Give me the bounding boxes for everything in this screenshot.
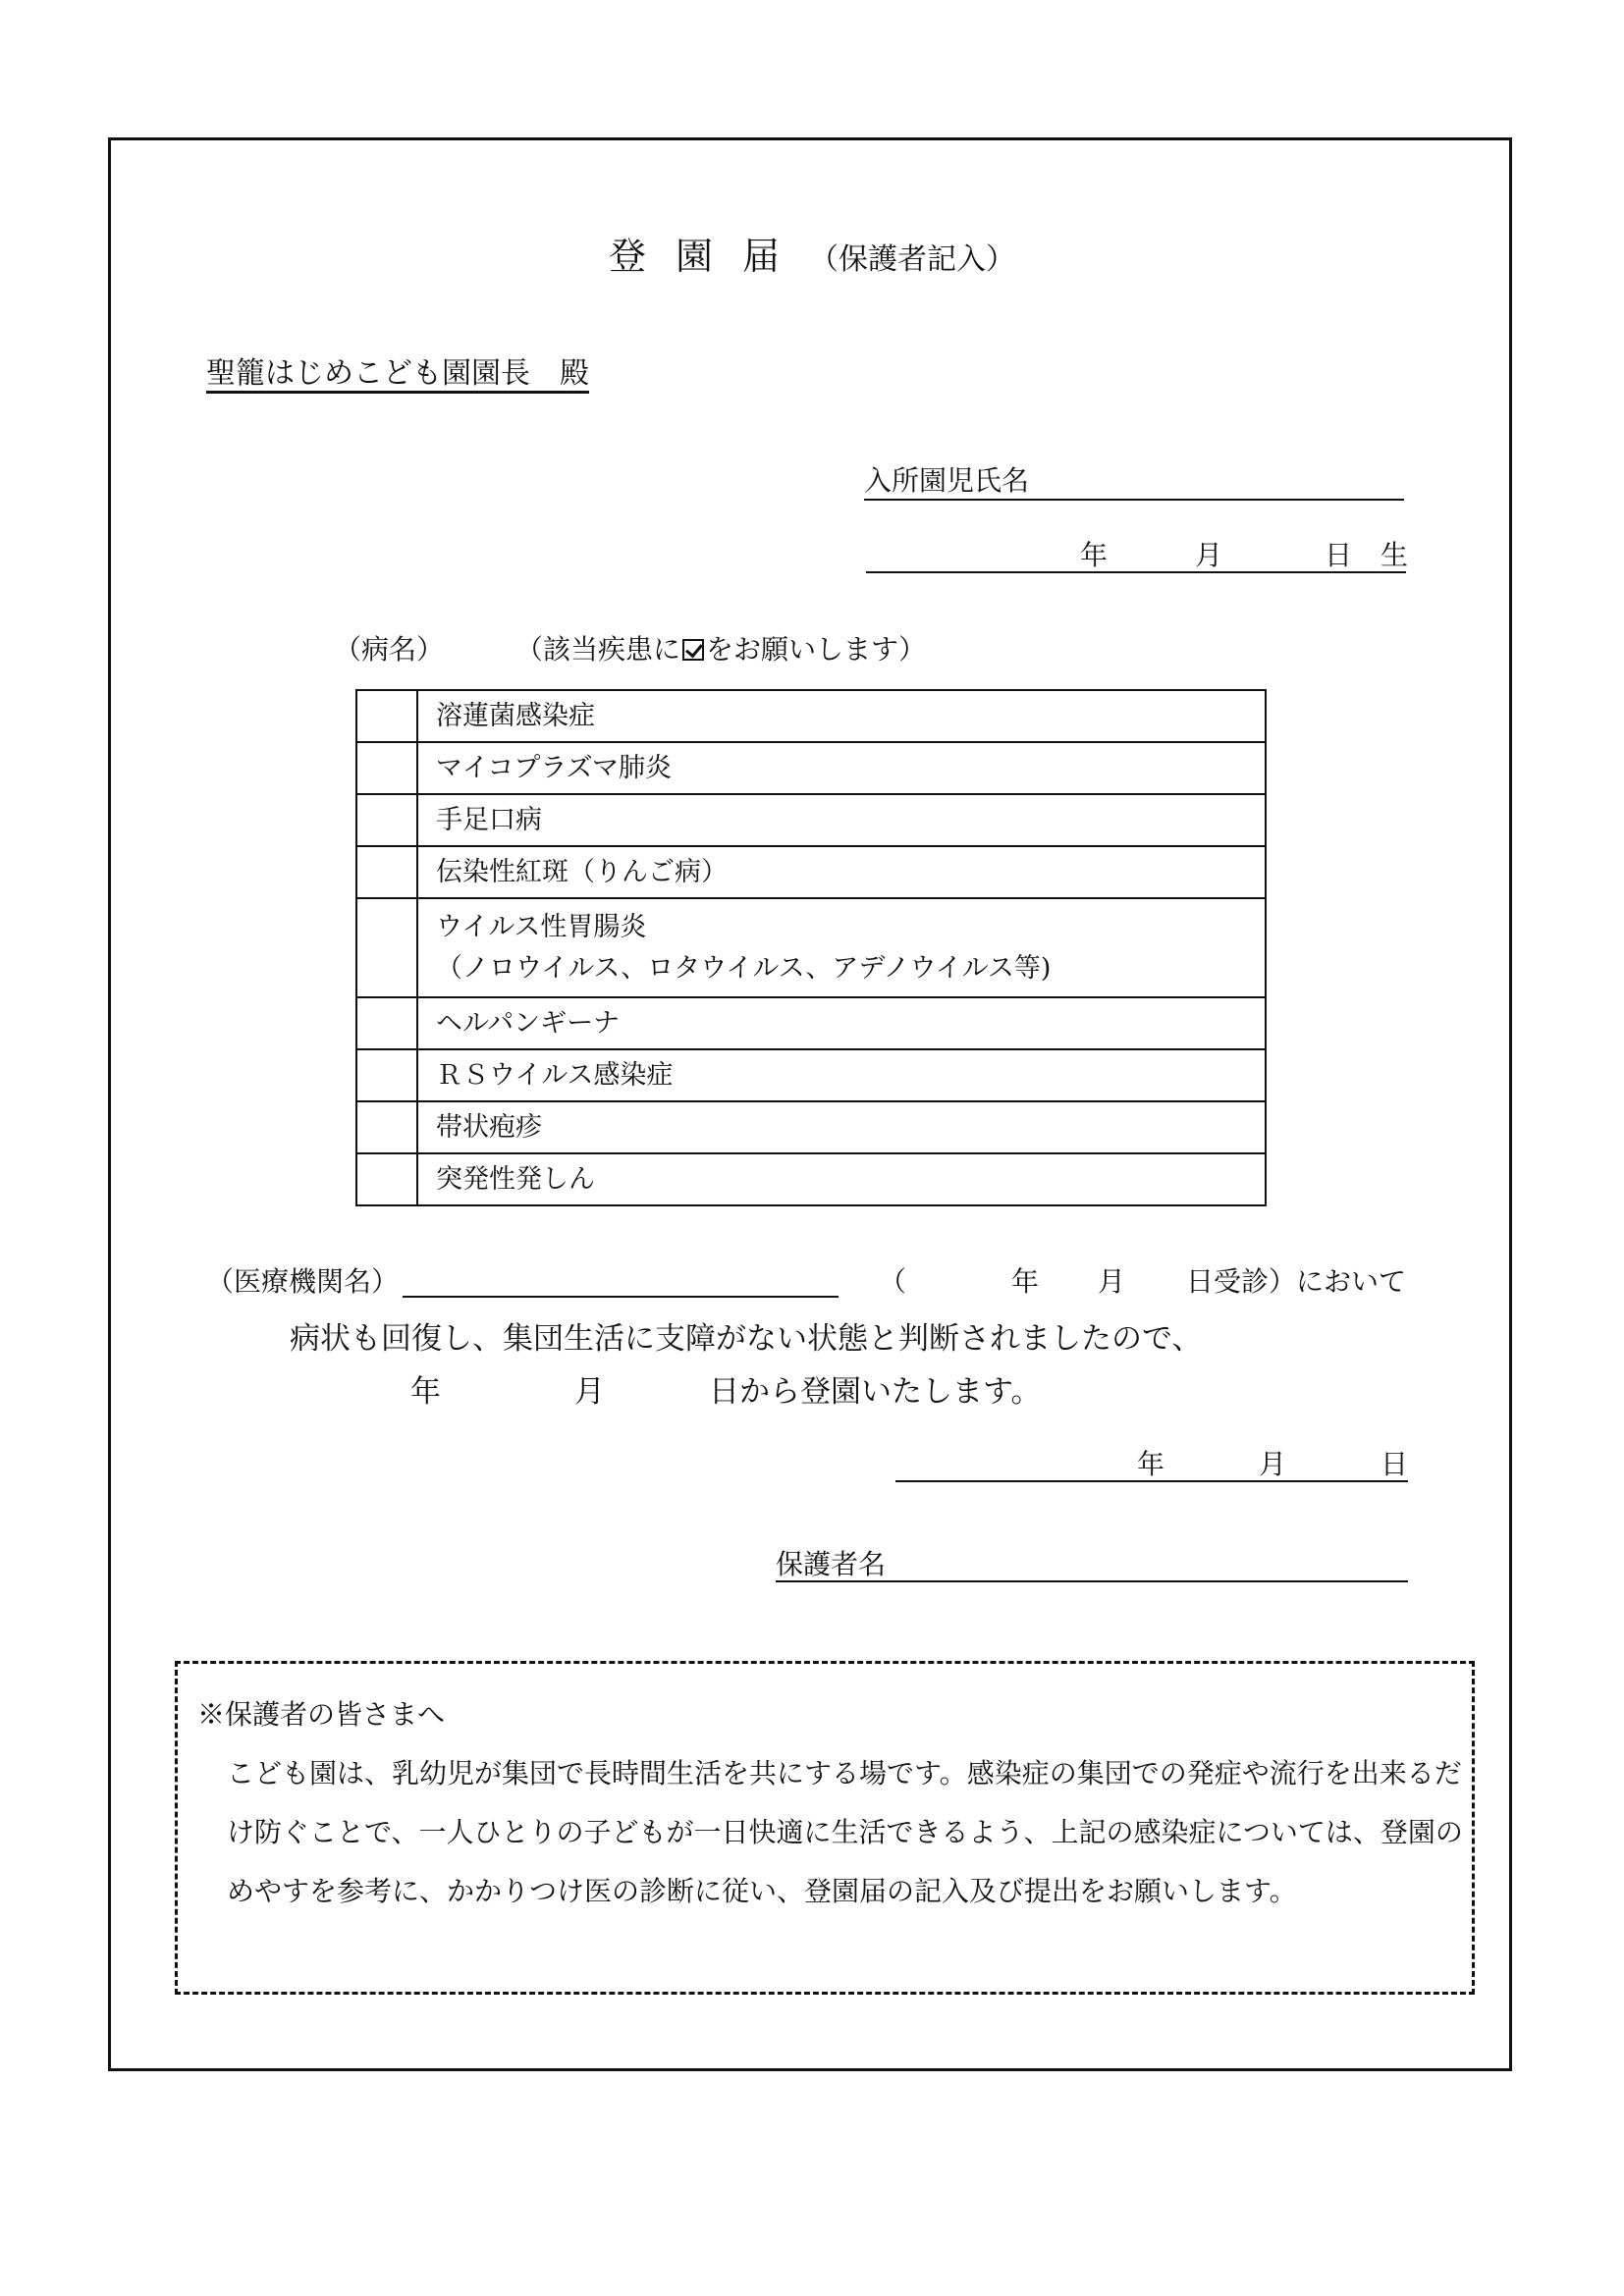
table-row: [356, 794, 1266, 846]
disease-checkbox[interactable]: [356, 1049, 417, 1101]
title-sub: （保護者記入）: [809, 242, 1015, 277]
disease-checkbox[interactable]: [356, 1153, 417, 1205]
disease-table: [355, 689, 1267, 1206]
checked-box-icon: [682, 639, 704, 661]
birth-year-label: 年: [1080, 539, 1109, 571]
sign-month-label: 月: [1259, 1448, 1287, 1480]
medical-label: （医療機関名）: [206, 1265, 400, 1298]
disease-name: 突発性発しん: [417, 1153, 1266, 1205]
table-row: [356, 997, 1266, 1049]
disease-name: マイコプラズマ肺炎: [417, 742, 1266, 794]
addressee: 聖籠はじめこども園園長 殿: [206, 356, 589, 391]
disease-checkbox[interactable]: [356, 997, 417, 1049]
table-row: [356, 1049, 1266, 1101]
return-tail: 日から登園いたします。: [709, 1374, 1042, 1410]
disease-checkbox[interactable]: [356, 846, 417, 898]
title-main: 登園届: [608, 235, 809, 278]
child-name-label: 入所園児氏名: [864, 464, 1030, 497]
statement: 病状も回復し、集団生活に支障がない状態と判断されましたので、: [290, 1321, 1203, 1357]
disease-name: 手足口病: [417, 794, 1266, 846]
disease-instruction-pre: （該当疾患に: [515, 633, 681, 666]
page-title: [0, 226, 1624, 280]
disease-name-multiline: [417, 898, 1266, 997]
disease-name: 溶蓮菌感染症: [417, 690, 1266, 742]
table-row: [356, 690, 1266, 742]
visit-day-label: 日受診）において: [1186, 1265, 1407, 1298]
visit-month-label: 月: [1098, 1265, 1126, 1298]
birth-suffix-label: 生: [1380, 539, 1409, 571]
sign-day-label: 日: [1380, 1448, 1409, 1480]
return-year-label: 年: [410, 1374, 441, 1410]
notice-body: こども園は、乳幼児が集団で長時間生活を共にする場です。感染症の集団での発症や流行を出来るだけ防ぐことで、一人ひとりの子どもが一日快適に生活できるよう、上記の感染症については、登園のめやすを参考に、かかりつけ医の診断に従い、登園届の記入及び提出をお願いします。: [227, 1757, 1463, 1907]
notice-heading: ※保護者の皆さまへ: [197, 1698, 446, 1731]
sign-year-label: 年: [1137, 1448, 1165, 1480]
notice-box: [175, 1661, 1475, 1995]
table-row: [356, 898, 1266, 997]
table-row: [356, 1101, 1266, 1153]
table-row: [356, 846, 1266, 898]
disease-detail: （ノロウイルス、ロタウイルス、アデノウイルス等): [436, 952, 1052, 984]
disease-instruction: [515, 628, 926, 667]
birth-month-label: 月: [1195, 539, 1223, 571]
medical-name-field[interactable]: [403, 1264, 839, 1298]
birth-day-label: 日: [1325, 539, 1353, 571]
disease-name: ＲＳウイルス感染症: [417, 1049, 1266, 1101]
return-month-label: 月: [574, 1374, 605, 1410]
birthdate-field[interactable]: [866, 534, 1409, 573]
disease-label: （病名）: [334, 633, 445, 666]
disease-instruction-post: をお願いします）: [706, 633, 927, 666]
table-row: [356, 742, 1266, 794]
disease-checkbox[interactable]: [356, 898, 417, 997]
child-name-field[interactable]: [864, 459, 1404, 501]
guardian-label: 保護者名: [776, 1548, 887, 1580]
disease-name: ウイルス性胃腸炎: [436, 911, 647, 942]
guardian-name-field[interactable]: [776, 1543, 1408, 1582]
table-row: [356, 1153, 1266, 1205]
disease-checkbox[interactable]: [356, 1101, 417, 1153]
disease-checkbox[interactable]: [356, 742, 417, 794]
sign-date-field[interactable]: [895, 1443, 1408, 1482]
disease-checkbox[interactable]: [356, 794, 417, 846]
disease-checkbox[interactable]: [356, 690, 417, 742]
disease-name: ヘルパンギーナ: [417, 997, 1266, 1049]
medical-paren-open: （: [879, 1265, 907, 1298]
visit-year-label: 年: [1011, 1265, 1040, 1298]
disease-name: 帯状疱疹: [417, 1101, 1266, 1153]
disease-name: 伝染性紅斑（りんご病）: [417, 846, 1266, 898]
